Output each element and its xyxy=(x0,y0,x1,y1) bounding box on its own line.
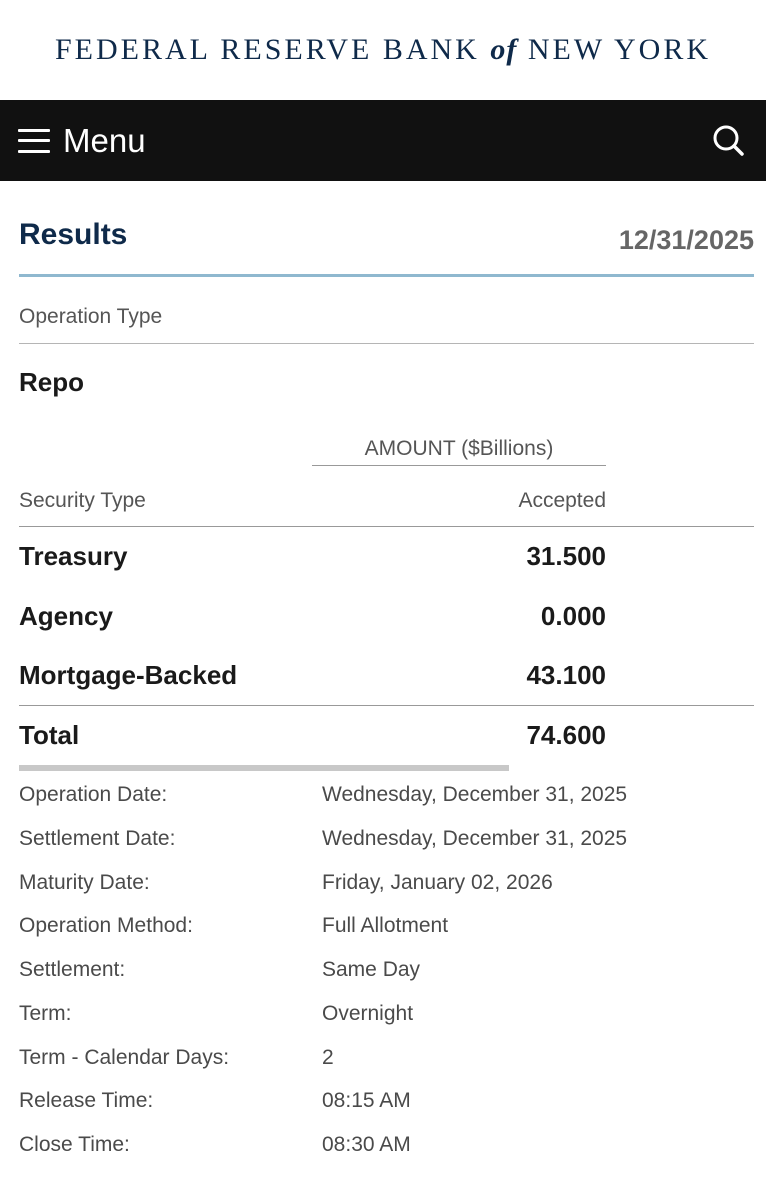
detail-label-settlement: Settlement: xyxy=(19,958,126,981)
detail-value-settlement-date: Wednesday, December 31, 2025 xyxy=(322,827,628,850)
detail-label-term-calendar-days: Term - Calendar Days: xyxy=(19,1046,230,1069)
results-header xyxy=(19,181,754,277)
total-label: Total xyxy=(19,720,80,750)
table-row-treasury-label: Treasury xyxy=(19,541,128,571)
divider xyxy=(19,705,754,706)
detail-value-maturity-date: Friday, January 02, 2026 xyxy=(322,871,553,894)
detail-value-settlement: Same Day xyxy=(322,958,421,981)
table-row-agency-label: Agency xyxy=(19,601,113,631)
operation-type-label: Operation Type xyxy=(19,305,163,328)
menu-label: Menu xyxy=(63,121,146,159)
table-row-agency-value: 0.000 xyxy=(540,601,606,631)
detail-value-operation-date: Wednesday, December 31, 2025 xyxy=(322,783,628,806)
detail-label-close-time: Close Time: xyxy=(19,1133,130,1156)
brand-name-end: NEW YORK xyxy=(527,33,711,66)
page-title: Results xyxy=(19,218,128,251)
security-type-header: Security Type xyxy=(19,489,146,512)
detail-value-release-time: 08:15 AM xyxy=(322,1089,411,1112)
detail-label-operation-date: Operation Date: xyxy=(19,783,168,806)
table-row-mortgage-backed-value: 43.100 xyxy=(526,660,606,690)
results-panel xyxy=(19,181,754,1156)
search-icon xyxy=(711,124,745,158)
amount-column-group-header: AMOUNT ($Billions) xyxy=(312,437,606,466)
brand-name-of: of xyxy=(490,33,518,66)
table-row-treasury-value: 31.500 xyxy=(526,541,606,571)
hamburger-icon xyxy=(18,129,50,153)
detail-label-operation-method: Operation Method: xyxy=(19,914,193,937)
detail-label-settlement-date: Settlement Date: xyxy=(19,827,176,850)
site-header xyxy=(0,0,766,100)
results-date: 12/31/2025 xyxy=(618,225,754,255)
total-underline-bar xyxy=(19,765,509,771)
detail-value-term: Overnight xyxy=(322,1002,414,1025)
detail-value-close-time: 08:30 AM xyxy=(322,1133,411,1156)
divider xyxy=(19,526,754,527)
total-value: 74.600 xyxy=(526,720,606,750)
divider xyxy=(19,343,754,344)
detail-label-term: Term: xyxy=(19,1002,72,1025)
accepted-header: Accepted xyxy=(518,489,606,512)
search-button[interactable] xyxy=(708,121,748,161)
menu-button[interactable] xyxy=(18,122,146,160)
detail-value-term-calendar-days: 2 xyxy=(322,1046,334,1069)
detail-label-maturity-date: Maturity Date: xyxy=(19,871,150,894)
brand-name-main: FEDERAL RESERVE BANK xyxy=(55,33,480,66)
table-row-mortgage-backed-label: Mortgage-Backed xyxy=(19,660,238,690)
nav-bar xyxy=(0,100,766,181)
detail-label-release-time: Release Time: xyxy=(19,1089,154,1112)
detail-value-operation-method: Full Allotment xyxy=(322,914,449,937)
operation-type-value: Repo xyxy=(19,367,84,397)
site-logo[interactable] xyxy=(55,33,711,67)
